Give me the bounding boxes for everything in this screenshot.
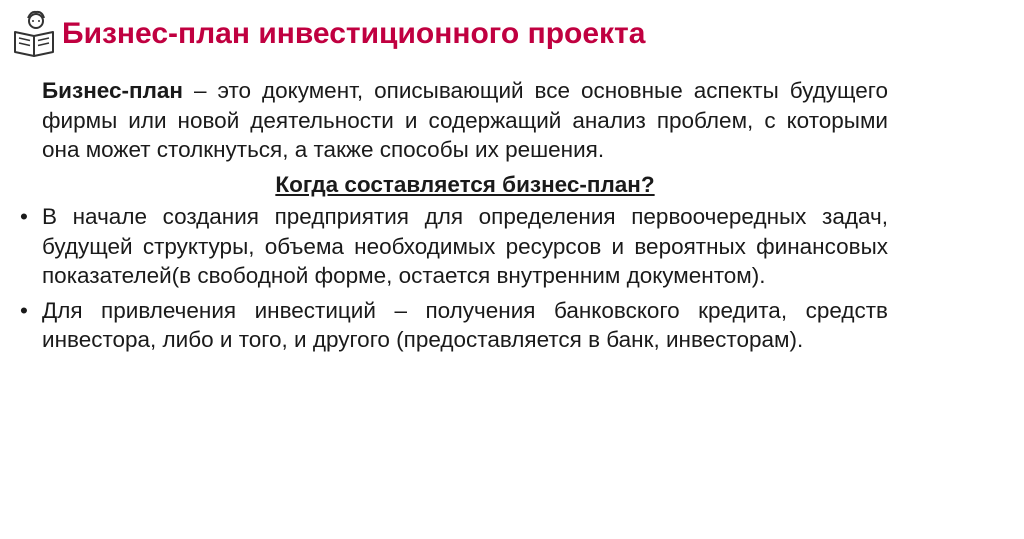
bullet-item xyxy=(20,296,888,355)
intro-definition: – это документ, описывающий все основные аспекты будущего фирмы или новой деятельности и содержащий анализ проблем, с которыми она может столкнуться, а также способы их решения. xyxy=(42,78,888,162)
slide-title: Бизнес-план инвестиционного проекта xyxy=(62,17,646,50)
bullet-item xyxy=(20,202,888,291)
slide-body xyxy=(20,76,888,360)
bullet-list xyxy=(20,202,888,355)
bullet-marker: • xyxy=(20,297,28,323)
intro-term: Бизнес-план xyxy=(42,78,183,103)
intro-paragraph xyxy=(42,76,888,165)
bullet-marker: • xyxy=(20,204,28,229)
section-subheading: Когда составляется бизнес-план? xyxy=(275,171,655,197)
bullet-text: В начале создания предприятия для определения первоочередных задач, будущей структуры, объема необходимых ресурсов и вероятных финансовых показателей(в свободной форме, остается внутренним документом). xyxy=(42,204,888,288)
bullet-text: Для привлечения инвестиций – получения банковского кредита, средств инвестора, либо и того, и другого (предоставляется в банк, инвесторам). xyxy=(42,297,888,352)
reading-person-icon xyxy=(12,8,58,60)
